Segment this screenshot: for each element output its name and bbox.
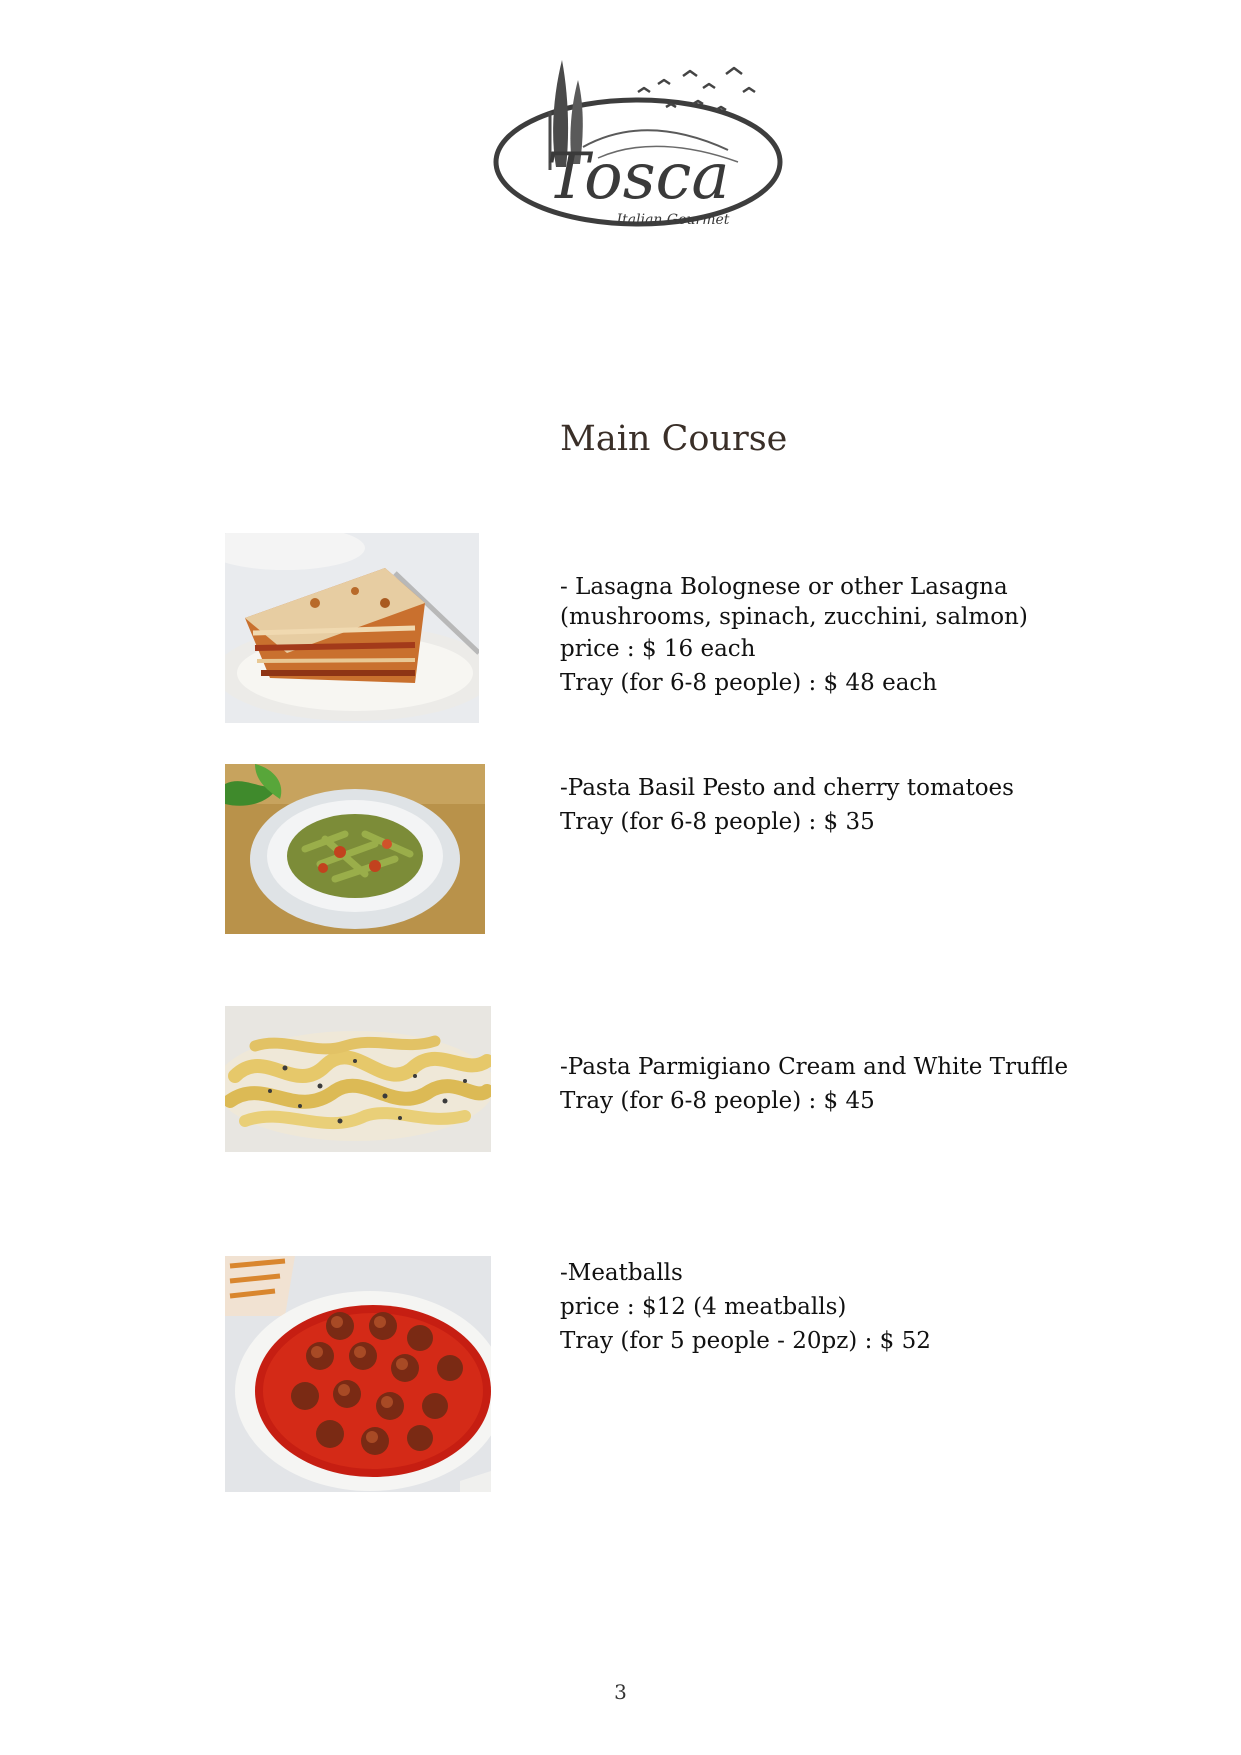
item-tray-price: Tray (for 6-8 people) : $ 35 [560,809,875,835]
pesto-pasta-photo-icon [225,764,485,934]
menu-item-truffle-pasta [560,1050,1068,1118]
svg-text:Italian Gourmet: Italian Gourmet [616,212,730,228]
section-title: Main Course [560,419,788,459]
item-tray-price: Tray (for 5 people - 20pz) : $ 52 [560,1328,931,1354]
svg-text:Tosca: Tosca [546,140,730,214]
item-line: - Lasagna Bolognese or other Lasagna [560,574,1008,600]
item-price: price : $12 (4 meatballs) [560,1294,847,1320]
item-line: -Meatballs [560,1260,683,1286]
lasagna-photo-icon [225,533,479,723]
truffle-pasta-photo-icon [225,1006,491,1152]
item-line: (mushrooms, spinach, zucchini, salmon) [560,604,1028,630]
menu-item-meatballs [560,1256,931,1358]
item-line: -Pasta Basil Pesto and cherry tomatoes [560,775,1014,801]
meatballs-photo-icon [225,1256,491,1492]
item-tray-price: Tray (for 6-8 people) : $ 45 [560,1088,875,1114]
tuscan-landscape-logo-icon [488,52,788,242]
menu-item-lasagna [560,572,1028,700]
item-line: -Pasta Parmigiano Cream and White Truffle [560,1054,1069,1080]
item-tray-price: Tray (for 6-8 people) : $ 48 each [560,670,938,696]
item-price: price : $ 16 each [560,636,756,662]
page-number: 3 [614,1680,627,1704]
tosca-logo [488,52,788,242]
menu-item-pesto-pasta [560,771,1014,839]
